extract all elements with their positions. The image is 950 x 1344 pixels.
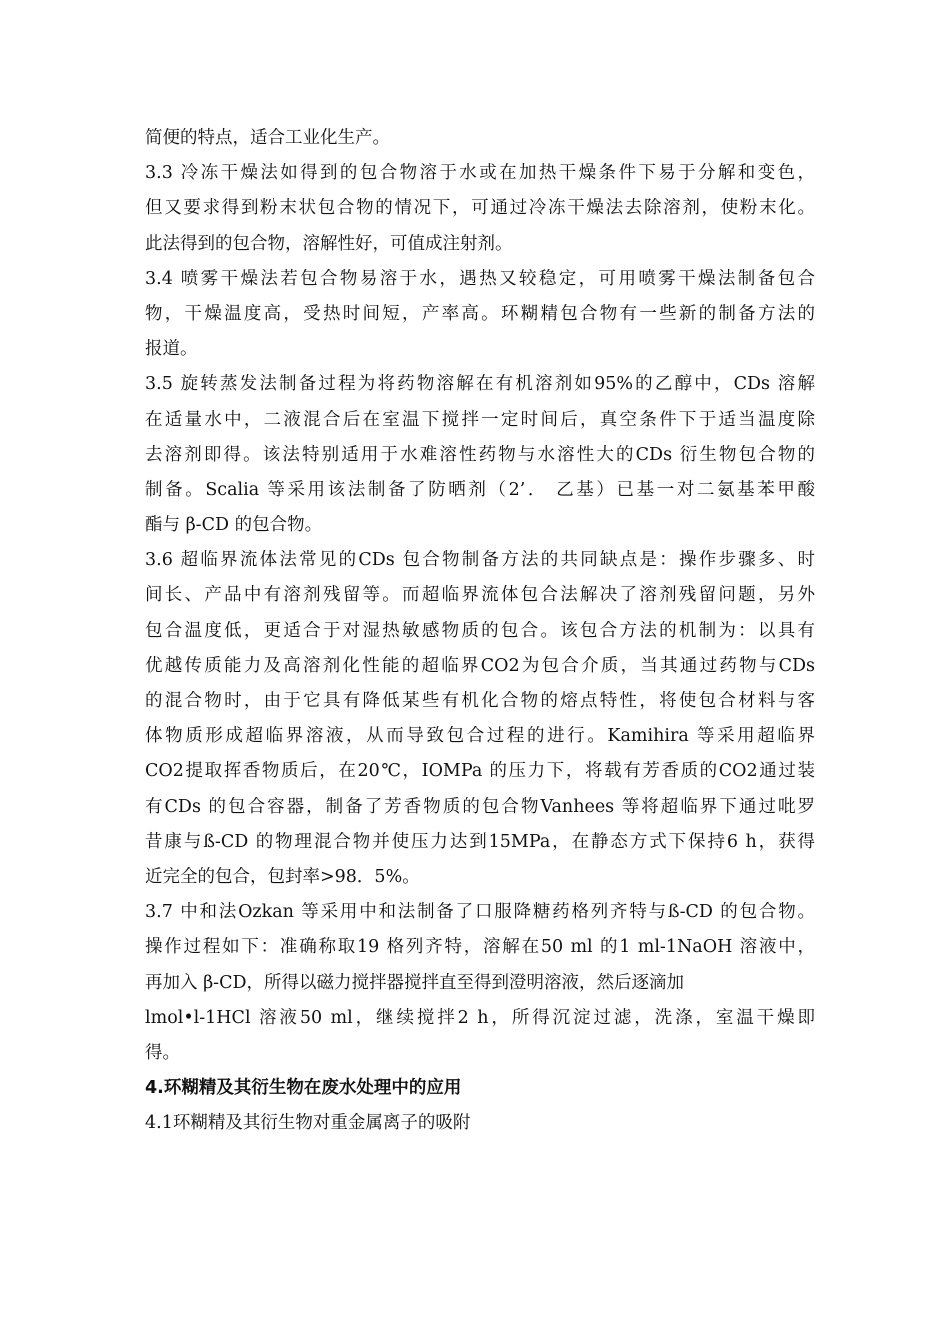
text-line: 间长、产品中有溶剂残留等。而超临界流体包合法解决了溶剂残留问题，另外 [145,585,815,606]
text-line: 去溶剂即得。该法特别适用于水难溶性药物与水溶性大的CDs 衍生物包合物的 [145,444,815,465]
text-line: 3.3 冷冻干燥法如得到的包合物溶于水或在加热干燥条件下易于分解和变色， [145,163,815,184]
text-line: 酯与 β-CD 的包合物。 [145,515,323,536]
text-line: 的混合物时，由于它具有降低某些有机化合物的熔点特性，将使包合材料与客 [145,691,815,711]
text-line: 操作过程如下：准确称取19 格列齐特，溶解在50 ml 的1 ml-1NaOH 溶液中， [145,937,815,958]
text-line: 3.4 喷雾干燥法若包合物易溶于水，遇热又较稳定，可用喷雾干燥法制备包合 [145,268,815,289]
text-line: 报道。 [145,339,198,360]
text-line: 包合温度低，更适合于对湿热敏感物质的包合。该包合方法的机制为：以具有 [145,620,815,641]
text-line: 优越传质能力及高溶剂化性能的超临界CO2为包合介质，当其通过药物与CDs [145,655,815,676]
document-body [145,121,815,1141]
text-line: 有CDs 的包合容器，制备了芳香物质的包合物Vanhees 等将超临界下通过吡罗 [145,796,815,817]
text-line: 得。 [145,1042,180,1063]
text-line: 在适量水中，二液混合后在室温下搅拌一定时间后，真空条件下于适当温度除 [145,409,815,430]
text-line: 再加入 β-CD，所得以磁力搅拌器搅拌直至得到澄明溶液，然后逐滴加 [145,972,685,993]
text-line: 3.6 超临界流体法常见的CDs 包合物制备方法的共同缺点是：操作步骤多、时 [145,550,815,571]
section-heading: 4.环糊精及其衍生物在废水处理中的应用 [145,1078,462,1099]
text-line: 但又要求得到粉末状包合物的情况下，可通过冷冻干燥法去除溶剂，使粉末化。 [145,198,815,219]
text-line: 此法得到的包合物，溶解性好，可值成注射剂。 [145,233,513,254]
text-line: 物，干燥温度高，受热时间短，产率高。环糊精包合物有一些新的制备方法的 [145,303,815,324]
text-line: 近完全的包合，包封率>98．5%。 [145,866,420,887]
text-line: 体物质形成超临界溶液，从而导致包合过程的进行。Kamihira 等采用超临界 [145,726,815,747]
text-line: lmol•l-1HCl 溶液50 ml，继续搅拌2 h，所得沉淀过滤，洗涤，室温干燥即 [145,1007,815,1028]
text-line: 3.7 中和法Ozkan 等采用中和法制备了口服降糖药格列齐特与ß-CD 的包合物。 [145,902,815,923]
text-line: 简便的特点，适合工业化生产。 [145,128,390,148]
text-line: 昔康与ß-CD 的物理混合物并使压力达到15MPa，在静态方式下保持6 h，获得 [145,831,815,852]
text-line: CO2提取挥香物质后，在20℃，IOMPa 的压力下，将载有芳香质的CO2通过装 [145,761,815,782]
text-line: 制备。Scalia 等采用该法制备了防晒剂（2’． 乙基）已基一对二氨基苯甲酸 [145,479,815,500]
text-line: 3.5 旋转蒸发法制备过程为将药物溶解在有机溶剂如95%的乙醇中，CDs 溶解 [145,374,815,395]
subsection-heading: 4.1环糊精及其衍生物对重金属离子的吸附 [145,1113,471,1134]
